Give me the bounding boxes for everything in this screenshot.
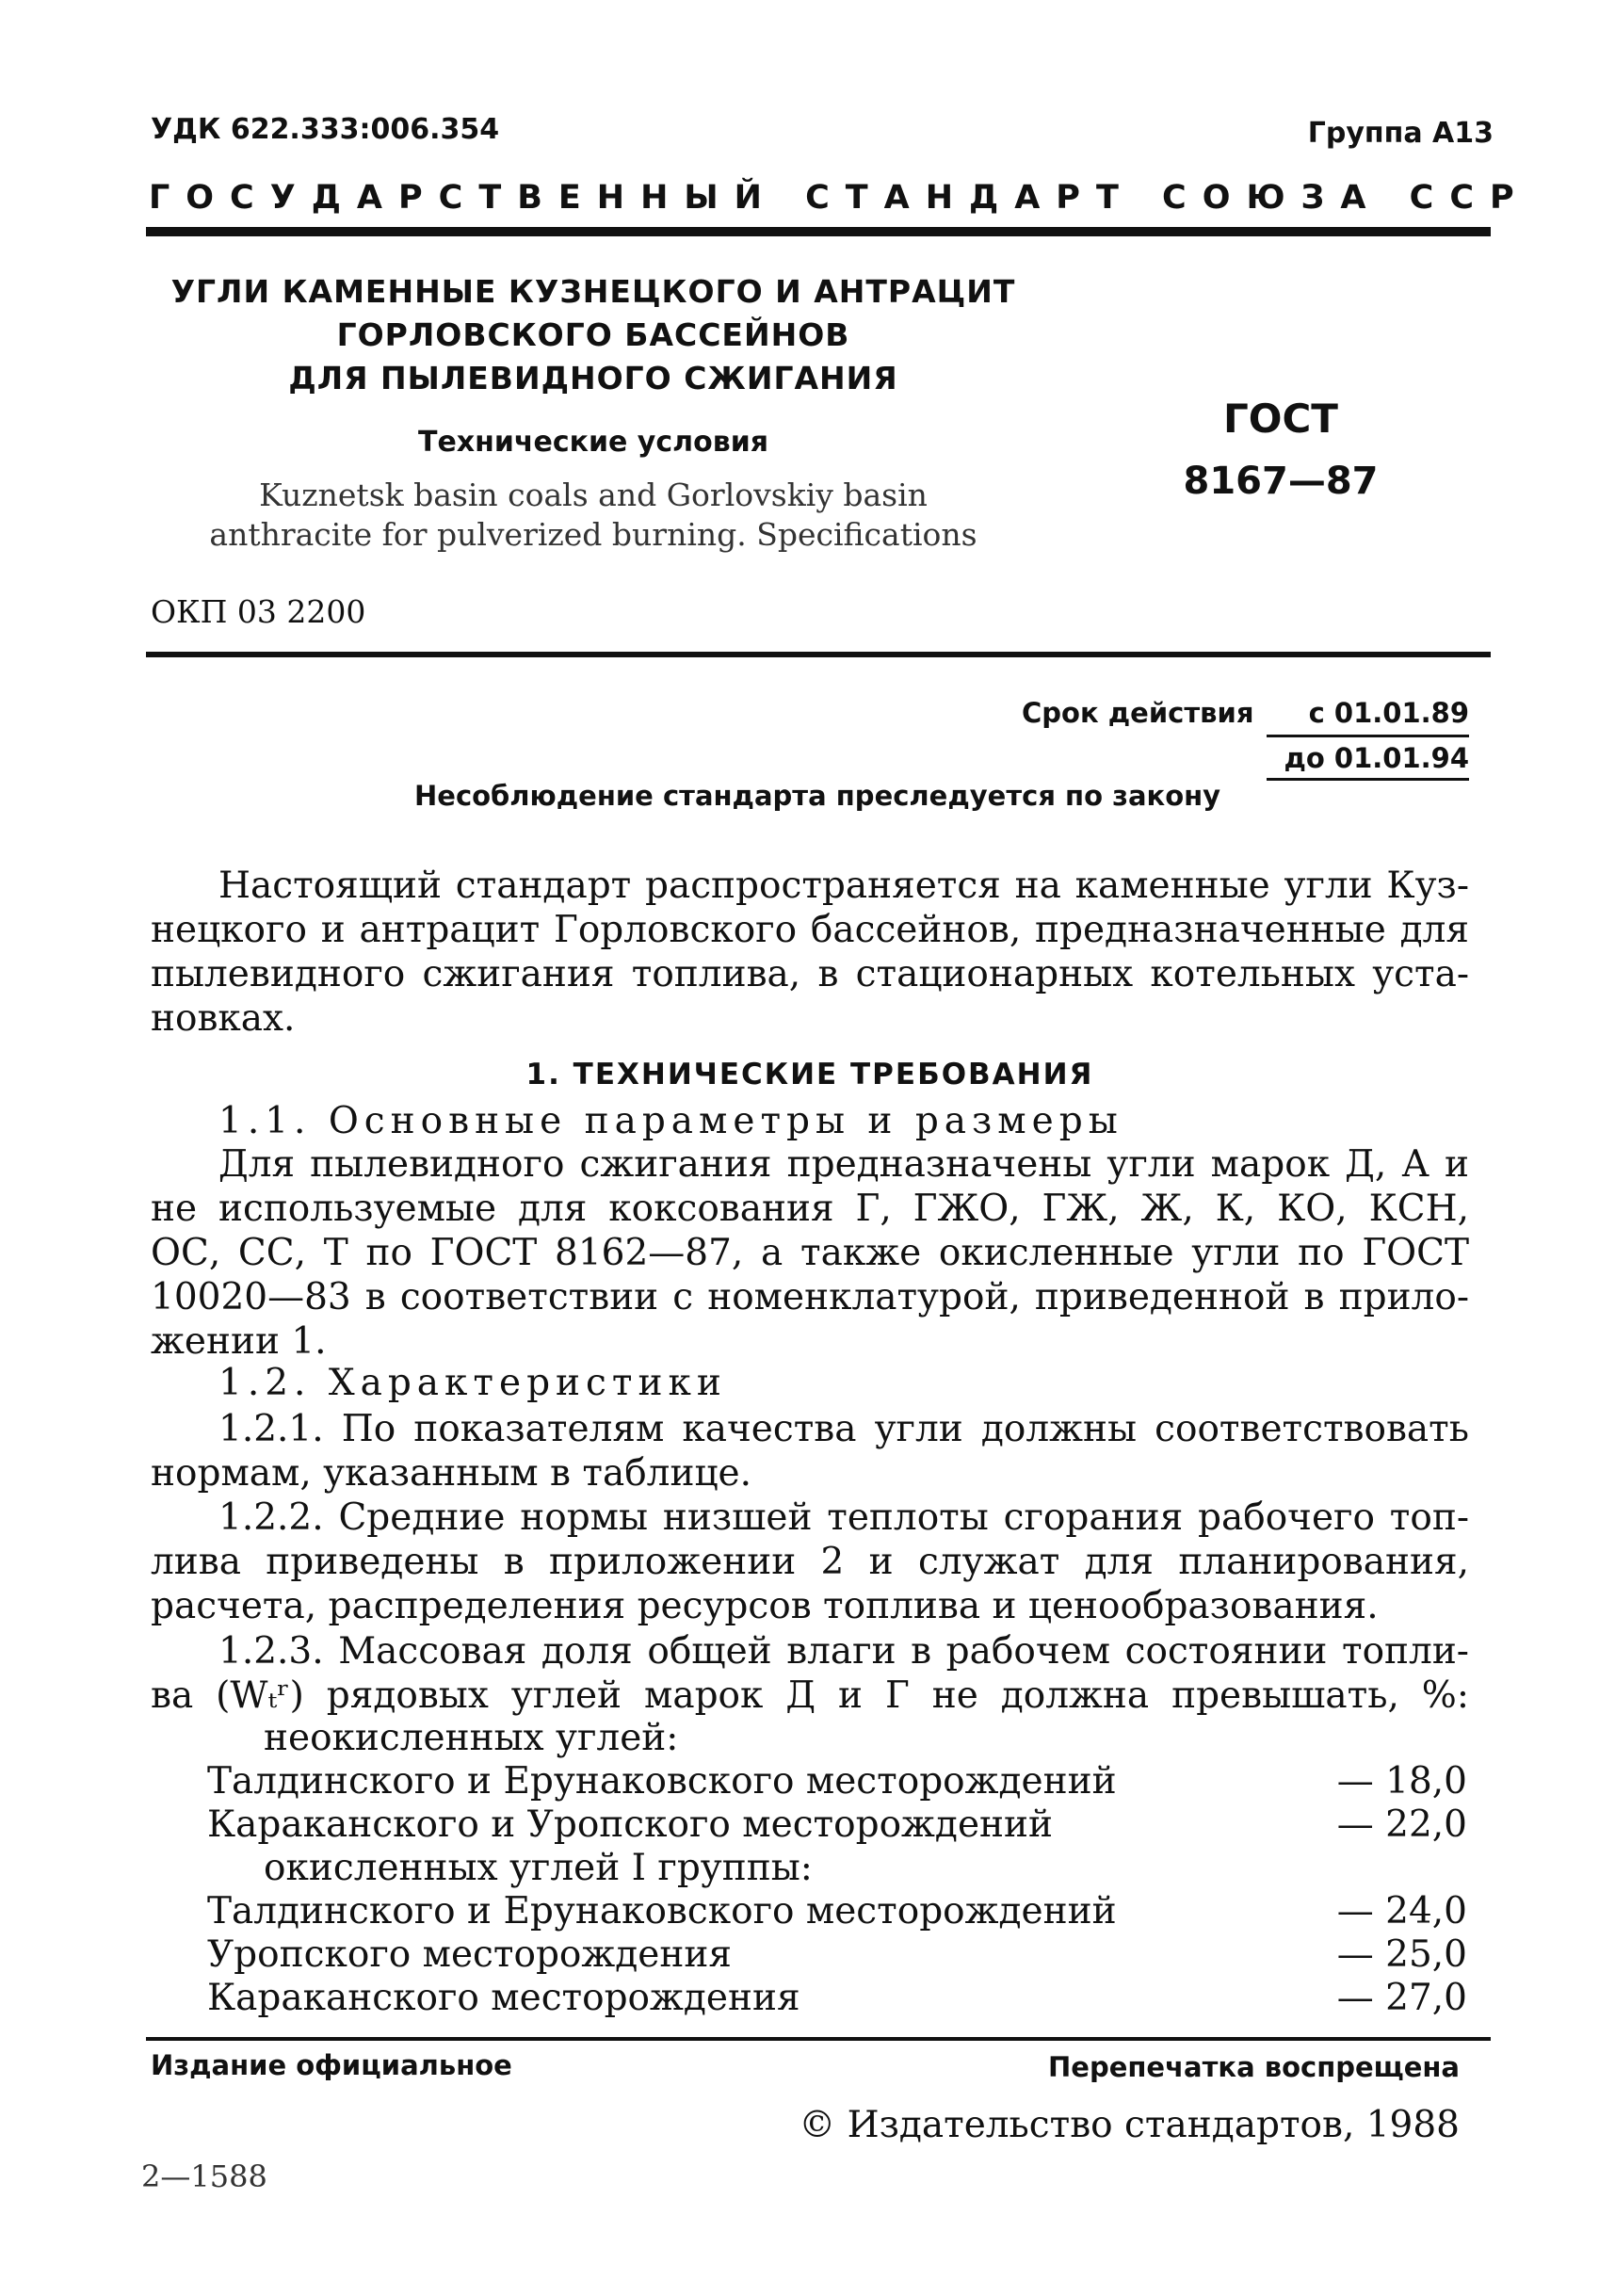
text-line: 1.2.1. По показателям качества угли должны соответствовать [218, 1408, 1469, 1450]
intro-line: пылевидного сжигания топлива, в стационарных котельных уста- [151, 953, 1469, 995]
title-line-1: УГЛИ КАМЕННЫЕ КУЗНЕЦКОГО И АНТРАЦИТ [170, 273, 1016, 310]
state-standard-heading: ГОСУДАРСТВЕННЫЙ СТАНДАРТ СОЮЗА ССР [149, 179, 1530, 217]
gost-label: ГОСТ [1223, 396, 1338, 442]
validity-from: с 01.01.89 [1308, 697, 1469, 729]
intro-line: нецкого и антрацит Горловского бассейнов, предназначенные для [151, 909, 1469, 951]
moisture-value: — 24,0 [1336, 1890, 1467, 1932]
validity-label: Срок действия [1022, 697, 1254, 729]
text-line: 10020—83 в соответствии с номенклатурой, приведенной в прило- [151, 1276, 1469, 1318]
subsection-title-1-2: 1.2. Характеристики [218, 1362, 727, 1404]
english-title-line-2: anthracite for pulverized burning. Specifications [209, 516, 977, 553]
validity-from-rule [1267, 735, 1469, 737]
subtitle: Технические условия [418, 426, 768, 459]
legal-notice: Несоблюдение стандарта преследуется по закону [414, 780, 1221, 812]
group-code: Группа А13 [1307, 117, 1494, 150]
moisture-value: — 18,0 [1336, 1760, 1467, 1803]
section-heading: 1. ТЕХНИЧЕСКИЕ ТРЕБОВАНИЯ [525, 1058, 1094, 1091]
title-line-2: ГОРЛОВСКОГО БАССЕЙНОВ [336, 316, 850, 353]
text-line: нормам, указанным в таблице. [151, 1452, 751, 1495]
validity-to: до 01.01.94 [1284, 742, 1469, 774]
moisture-value: — 27,0 [1336, 1977, 1467, 2019]
text-line: Для пылевидного сжигания предназначены угли марок Д, А и [218, 1143, 1469, 1186]
intro-line: новках. [151, 997, 296, 1040]
intro-paragraph [151, 864, 1469, 1041]
deposit-name: Уропского месторождения [207, 1933, 732, 1976]
footer-rule [146, 2037, 1491, 2041]
okp-rule [146, 652, 1491, 657]
subsection-1-1-text [151, 1142, 1469, 1364]
text-line: расчета, распределения ресурсов топлива и ценообразования. [151, 1585, 1379, 1627]
english-title-line-1: Kuznetsk basin coals and Gorlovskiy basin [259, 477, 928, 513]
title-line-3: ДЛЯ ПЫЛЕВИДНОГО СЖИГАНИЯ [288, 360, 898, 396]
official-edition: Издание официальное [151, 2049, 512, 2081]
clause-1-2-1 [151, 1407, 1469, 1496]
moisture-value: — 25,0 [1336, 1933, 1467, 1976]
reprint-notice: Перепечатка воспрещена [1048, 2051, 1460, 2083]
validity-to-rule [1267, 778, 1469, 781]
copyright: © Издательство стандартов, 1988 [799, 2104, 1460, 2146]
text-line: 1.2.2. Средние нормы низшей теплоты сгорания рабочего топ- [218, 1496, 1469, 1539]
text-line: ва (Wₜʳ) рядовых углей марок Д и Г не должна превышать, %: [151, 1674, 1469, 1717]
text-line: жении 1. [151, 1320, 327, 1363]
group-label: неокисленных углей: [264, 1717, 679, 1759]
moisture-value: — 22,0 [1336, 1803, 1467, 1846]
text-line: лива приведены в приложении 2 и служат для планирования, [151, 1541, 1469, 1583]
gost-number: 8167—87 [1183, 460, 1379, 503]
clause-1-2-3 [151, 1629, 1469, 1718]
deposit-name: Караканского и Уропского месторождений [207, 1803, 1054, 1846]
intro-line: Настоящий стандарт распространяется на каменные угли Куз- [218, 865, 1469, 907]
okp-code-text: ОКП 03 2200 [151, 593, 366, 630]
deposit-name: Караканского месторождения [207, 1977, 800, 2019]
header-thick-rule [146, 227, 1491, 236]
clause-1-2-2 [151, 1496, 1469, 1628]
deposit-name: Талдинского и Ерунаковского месторождений [207, 1760, 1117, 1803]
text-line: не используемые для коксования Г, ГЖО, ГЖ, Ж, К, КО, КСН, [151, 1188, 1469, 1230]
group-label: окисленных углей I группы: [264, 1847, 813, 1889]
print-code: 2—1588 [141, 2159, 267, 2194]
text-line: 1.2.3. Массовая доля общей влаги в рабочем состоянии топли- [218, 1630, 1469, 1673]
text-line: ОС, СС, Т по ГОСТ 8162—87, а также окисленные угли по ГОСТ [151, 1232, 1469, 1274]
deposit-name: Талдинского и Ерунаковского месторождений [207, 1890, 1117, 1932]
udk-code: УДК 622.333:006.354 [151, 113, 500, 146]
subsection-title-1-1: 1.1. Основные параметры и размеры [218, 1100, 1123, 1142]
